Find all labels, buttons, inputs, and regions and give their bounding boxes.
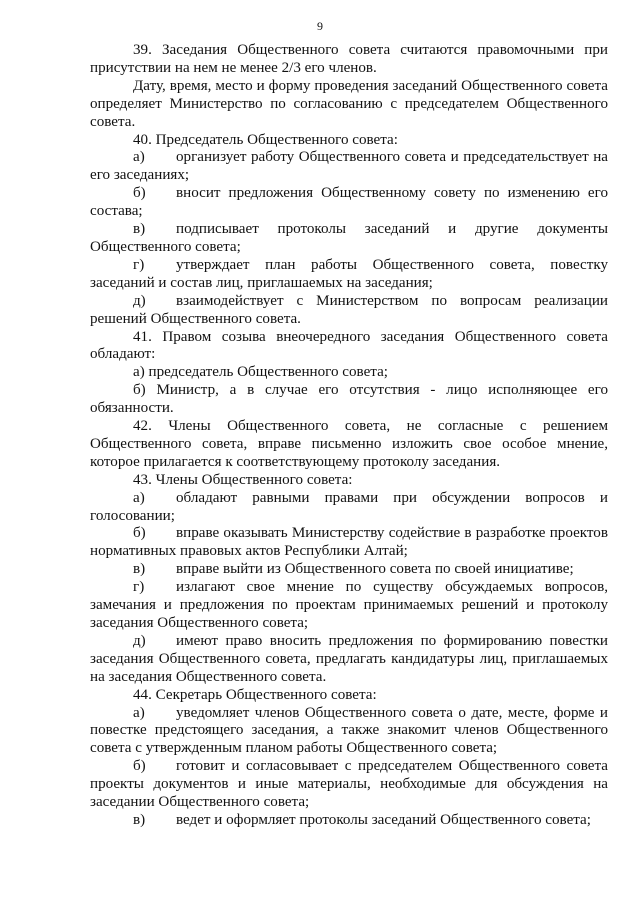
list-item — [90, 525, 608, 561]
list-item-marker: д) — [133, 632, 146, 649]
list-item-text: готовит и согласовывает с председателем Общественного совета проекты документов и иные материалы, необходимые для обсуждения на заседании Общественного совета; — [90, 758, 608, 811]
list-item-text: подписывает протоколы заседаний и другие документы Общественного совета; — [90, 221, 608, 255]
paragraph: 43. Члены Общественного совета: — [133, 471, 353, 488]
list-item — [90, 490, 608, 526]
list-item-text: уведомляет членов Общественного совета о дате, месте, форме и повестке предстоящего заседания, а также знакомит членов Общественного совета с утвержденным планом работы Общественного совета; — [90, 704, 608, 757]
paragraph: 41. Правом созыва внеочередного заседания Общественного совета обладают: — [90, 328, 608, 363]
paragraph: б) Министр, а в случае его отсутствия - лицо исполняющее его обязанности. — [90, 382, 608, 417]
list-item — [90, 812, 608, 830]
list-item-text: излагают свое мнение по существу обсуждаемых вопросов, замечания и предложения по проектам принимаемых решений и протоколу заседания Общественного совета; — [90, 579, 608, 631]
list-item-text: взаимодействует с Министерством по вопросам реализации решений Общественного совета. — [90, 292, 608, 327]
list-item-marker: а) — [133, 149, 145, 166]
page-number: 9 — [317, 19, 323, 33]
paragraph: 42. Члены Общественного совета, не согласные с решением Общественного совета, вправе письменно изложить свое особое мнение, которое прилагается к соответствующему протоколу заседания. — [90, 418, 608, 470]
list-item — [90, 185, 608, 221]
list-item-marker: в) — [133, 811, 146, 828]
list-item-marker: б) — [133, 525, 146, 542]
list-item-marker: г) — [133, 579, 145, 596]
list-item — [90, 705, 608, 759]
list-item-text: имеют право вносить предложения по формированию повестки заседания Общественного совета, предлагать кандидатуры лиц, приглашаемых на заседания Общественного совета. — [90, 632, 608, 685]
paragraph: 44. Секретарь Общественного совета: — [133, 686, 377, 703]
list-item-marker: б) — [133, 185, 146, 202]
list-item-text: утверждает план работы Общественного совета, повестку заседаний и состав лиц, приглашаемых на заседания; — [90, 256, 608, 291]
list-item-text: вправе оказывать Министерству содействие в разработке проектов нормативных правовых актов Республики Алтай; — [90, 525, 608, 560]
list-item-marker: б) — [133, 758, 146, 775]
list-item — [90, 758, 608, 812]
list-item-marker: а) — [133, 489, 145, 506]
list-item — [90, 633, 608, 687]
list-item-text: ведет и оформляет протоколы заседаний Общественного совета; — [176, 811, 591, 828]
list-item — [90, 293, 608, 329]
list-item-marker: а) — [133, 704, 145, 721]
list-item-marker: в) — [133, 561, 146, 578]
list-item-marker: г) — [133, 256, 145, 273]
list-item-marker: в) — [133, 221, 146, 238]
list-item-text: обладают равными правами при обсуждении вопросов и голосовании; — [90, 489, 608, 524]
list-item — [90, 579, 608, 633]
list-item-text: вносит предложения Общественному совету по изменению его состава; — [90, 185, 608, 220]
list-item-text: организует работу Общественного совета и председательствует на его заседаниях; — [90, 149, 608, 184]
paragraph: 40. Председатель Общественного совета: — [133, 131, 398, 148]
list-item — [90, 149, 608, 185]
list-item — [90, 561, 608, 579]
paragraph: а) председатель Общественного совета; — [133, 364, 388, 381]
document-body — [90, 42, 608, 830]
list-item-marker: д) — [133, 292, 146, 309]
list-item — [90, 257, 608, 293]
list-item-text: вправе выйти из Общественного совета по своей инициативе; — [176, 561, 574, 578]
paragraph: 39. Заседания Общественного совета считаются правомочными при присутствии на нем не менее 2/3 его членов. — [90, 42, 608, 76]
paragraph: Дату, время, место и форму проведения заседаний Общественного совета определяет Министерство по согласованию с председателем Общественного совета. — [90, 77, 608, 130]
list-item — [90, 221, 608, 257]
